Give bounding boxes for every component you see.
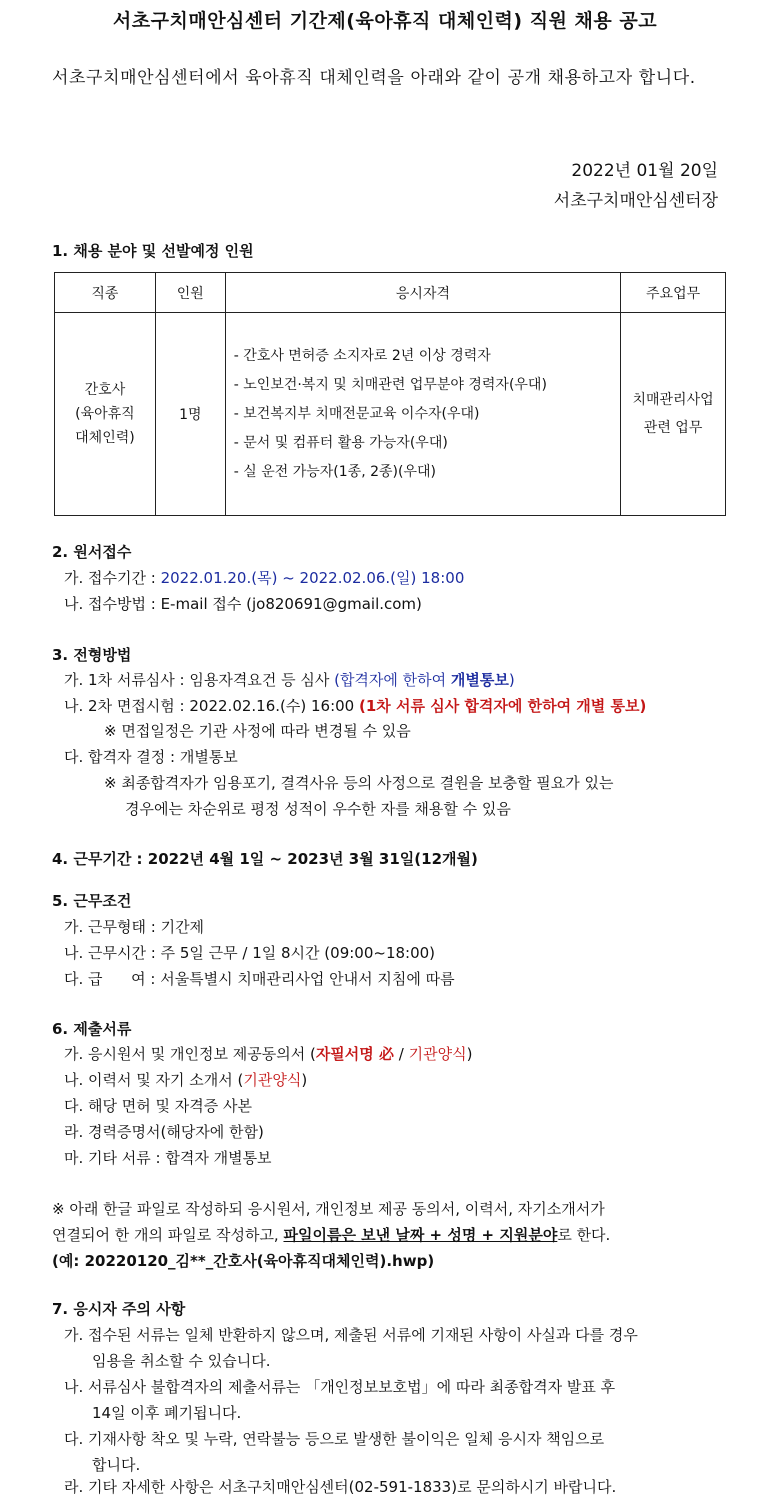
caution-item [64, 1426, 724, 1478]
job-line: 간호사 [84, 382, 126, 398]
duty-line: 치매관리사업 [632, 392, 714, 408]
step-1-text: 가. 1차 서류심사 : 임용자격요건 등 심사 [64, 671, 335, 689]
header-count: 인원 [155, 273, 225, 313]
header-job: 직종 [55, 273, 156, 313]
qualification-item: - 실 운전 가능자(1종, 2종)(우대) [233, 463, 436, 480]
caution-line: 가. 접수된 서류는 일체 반환하지 않으며, 제출된 서류에 기재된 사항이 사실과 다를 경우 [64, 1326, 638, 1344]
method-label: 나. 접수방법 : [64, 595, 161, 613]
caution-item [64, 1374, 724, 1426]
work-condition-item: 나. 근무시간 : 주 5일 근무 / 1일 8시간 (09:00~18:00) [64, 944, 436, 962]
table-row [55, 313, 726, 516]
step-3-note-line: ※ 최종합격자가 임용포기, 결격사유 등의 사정으로 결원을 보충할 필요가 있는 [104, 774, 614, 792]
step-1-notice: 개별통보 [450, 671, 509, 689]
section-7-heading: 7. 응시자 주의 사항 [52, 1300, 186, 1318]
step-3-note-line: 경우에는 차순위로 평정 성적이 우수한 자를 채용할 수 있음 [125, 800, 511, 818]
qualification-item: - 보건복지부 치매전문교육 이수자(우대) [233, 405, 480, 422]
screening-step-3: 다. 합격자 결정 : 개별통보 [64, 748, 238, 766]
document-item [64, 1043, 472, 1064]
step-2-notice: (1차 서류 심사 합격자에 한하여 개별 통보) [359, 697, 647, 715]
screening-step-1 [64, 669, 515, 690]
filename-rule: 파일이름은 보낸 날짜 + 성명 + 지원분야 [283, 1226, 558, 1244]
section-4-heading: 4. 근무기간 : 2022년 4월 1일 ~ 2023년 3월 31일(12개월) [52, 850, 478, 868]
step-2-text: 나. 2차 면접시험 : 2022.02.16.(수) 16:00 [64, 697, 359, 715]
caution-line: 라. 기타 자세한 사항은 서초구치매안심센터(02-591-1833)로 문의하시기 바랍니다. [64, 1478, 617, 1496]
header-duties: 주요업무 [621, 273, 726, 313]
instruction-line [52, 1222, 722, 1248]
caution-line: 나. 서류심사 불합격자의 제출서류는 「개인정보보호법」에 따라 최종합격자 발표 후 [64, 1378, 616, 1396]
intro-text: 서초구치매안심센터에서 육아휴직 대체인력을 아래와 같이 공개 채용하고자 합니다. [52, 68, 696, 88]
qualification-item: - 간호사 면허증 소지자로 2년 이상 경력자 [233, 347, 491, 364]
doc-b-text: 나. 이력서 및 자기 소개서 ( [64, 1071, 244, 1089]
duty-line: 관련 업무 [643, 420, 703, 436]
announcement-date: 2022년 01월 20일 [571, 161, 718, 181]
qualifications-cell [225, 313, 620, 516]
doc-a-form: 기관양식 [408, 1045, 467, 1063]
caution-line: 합니다. [92, 1456, 141, 1474]
section-3-heading: 3. 전형방법 [52, 646, 132, 664]
qualification-item: - 문서 및 컴퓨터 활용 가능자(우대) [233, 434, 448, 451]
screening-step-2 [64, 695, 646, 716]
duties-cell [621, 313, 726, 516]
caution-line: 임용을 취소할 수 있습니다. [92, 1352, 271, 1370]
application-period [64, 567, 464, 588]
step-1-paren-close: ) [508, 671, 515, 689]
period-label: 가. 접수기간 : [64, 569, 161, 587]
period-value: 2022.01.20.(목) ~ 2022.02.06.(일) 18:00 [160, 569, 465, 587]
doc-b-form: 기관양식 [243, 1071, 302, 1089]
document-item: 마. 기타 서류 : 합격자 개별통보 [64, 1149, 272, 1167]
page-title: 서초구치매안심센터 기간제(육아휴직 대체인력) 직원 채용 공고 [112, 10, 658, 32]
qualification-item: - 노인보건·복지 및 치매관련 업무분야 경력자(우대) [233, 376, 547, 393]
document-item: 다. 해당 면허 및 자격증 사본 [64, 1097, 252, 1115]
job-cell [55, 313, 156, 516]
doc-b-close: ) [301, 1071, 308, 1089]
section-6-heading: 6. 제출서류 [52, 1020, 132, 1038]
header-qualifications: 응시자격 [225, 273, 620, 313]
instruction-line: ※ 아래 한글 파일로 작성하되 응시원서, 개인정보 제공 동의서, 이력서, 자기소개서가 [52, 1200, 605, 1218]
job-line: 대체인력) [75, 430, 135, 446]
caution-line: 다. 기재사항 착오 및 누락, 연락불능 등으로 발생한 불이익은 일체 응시자 책임으로 [64, 1430, 605, 1448]
section-1-heading: 1. 채용 분야 및 선발예정 인원 [52, 242, 254, 260]
filename-example: (예: 20220120_김**_간호사(육아휴직대체인력).hwp) [52, 1252, 435, 1270]
recruitment-table [54, 272, 726, 516]
job-line: (육아휴직 [75, 406, 135, 422]
doc-a-text: 가. 응시원서 및 개인정보 제공동의서 ( [64, 1045, 316, 1063]
instruction-text: 연결되어 한 개의 파일로 작성하고, [52, 1226, 284, 1244]
doc-a-close: ) [466, 1045, 473, 1063]
caution-item [64, 1322, 724, 1374]
work-condition-item: 다. 급 여 : 서울특별시 치매관리사업 안내서 지침에 따름 [64, 970, 455, 988]
step-2-note: ※ 면접일정은 기관 사정에 따라 변경될 수 있음 [104, 722, 411, 740]
caution-item [64, 1474, 724, 1500]
section-2-heading: 2. 원서접수 [52, 543, 132, 561]
count-cell: 1명 [155, 313, 225, 516]
application-method [64, 593, 422, 614]
section-5-heading: 5. 근무조건 [52, 892, 132, 910]
instruction-text-end: 로 한다. [557, 1226, 611, 1244]
doc-a-signature: 자필서명 必 [315, 1045, 394, 1063]
method-value: E-mail 접수 (jo820691@gmail.com) [160, 595, 422, 613]
document-item: 라. 경력증명서(해당자에 한함) [64, 1123, 264, 1141]
doc-a-sep: / [394, 1045, 409, 1063]
step-1-paren-open: (합격자에 한하여 [334, 671, 451, 689]
file-instructions [52, 1196, 722, 1274]
work-condition-item: 가. 근무형태 : 기간제 [64, 918, 205, 936]
caution-line: 14일 이후 폐기됩니다. [92, 1404, 242, 1422]
issuer-name: 서초구치매안심센터장 [553, 191, 718, 211]
table-header-row [55, 273, 726, 313]
document-item [64, 1069, 307, 1090]
